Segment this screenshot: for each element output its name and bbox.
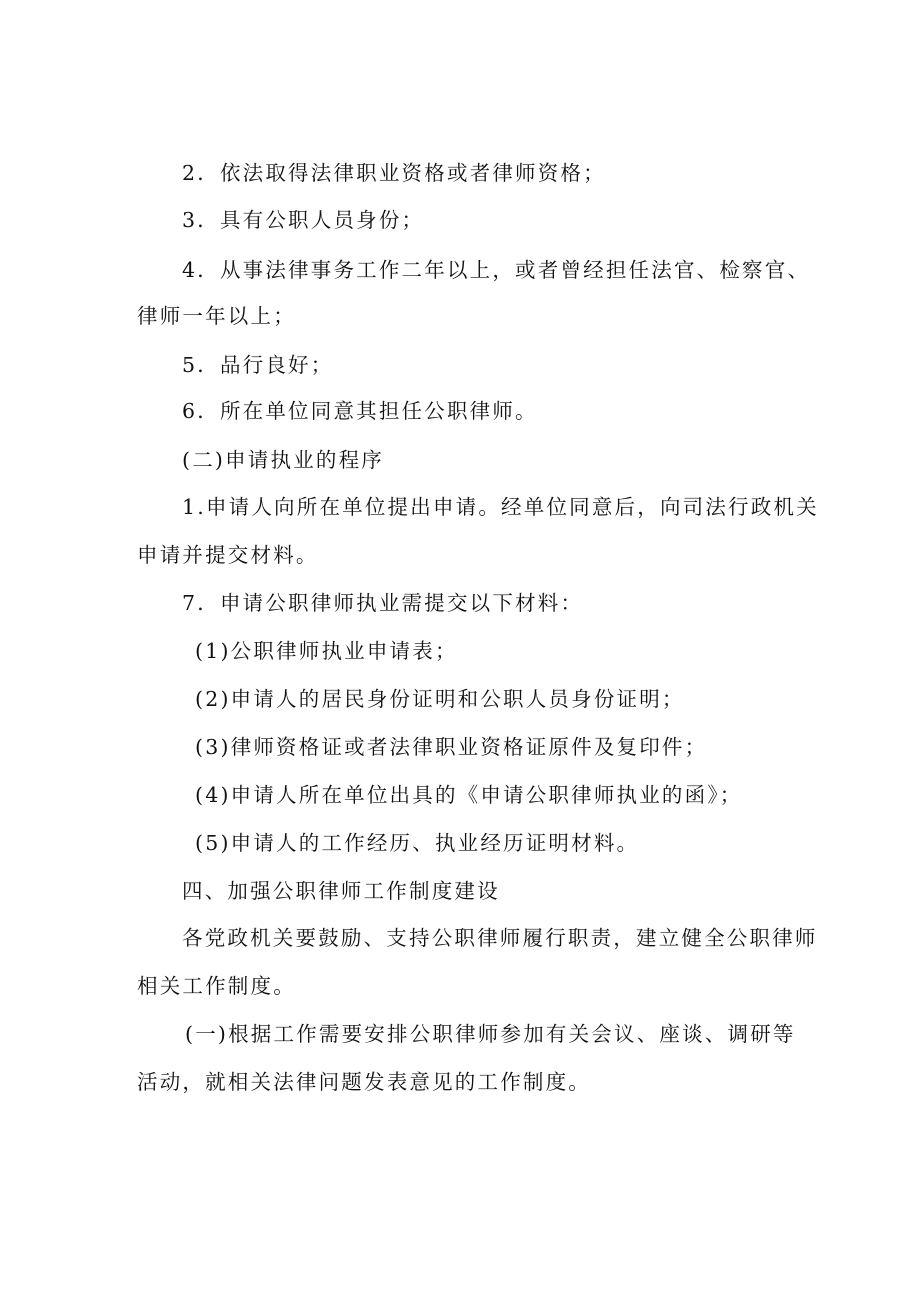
text-line: 各党政机关要鼓励、支持公职律师履行职责，建立健全公职律师	[182, 926, 818, 950]
text-line: 相关工作制度。	[137, 974, 296, 998]
text-line: 申请并提交材料。	[137, 543, 319, 567]
text-line: 1.申请人向所在单位提出申请。经单位同意后，向司法行政机关	[182, 495, 819, 519]
text-line: 7．申请公职律师执业需提交以下材料：	[182, 591, 584, 615]
section-heading: 四、加强公职律师工作制度建设	[182, 879, 500, 903]
list-item: (3)律师资格证或者法律职业资格证原件及复印件；	[195, 735, 708, 759]
list-item: (2)申请人的居民身份证明和公职人员身份证明；	[195, 687, 685, 711]
list-item: (4)申请人所在单位出具的《申请公职律师执业的函》；	[195, 783, 743, 807]
text-line: 律师一年以上；	[137, 304, 296, 328]
list-item: (5)申请人的工作经历、执业经历证明材料。	[195, 831, 640, 855]
text-line: (一)根据工作需要安排公职律师参加有关会议、座谈、调研等	[185, 1022, 796, 1046]
text-line: 2．依法取得法律职业资格或者律师资格；	[182, 161, 606, 185]
text-line: 4．从事法律事务工作二年以上，或者曾经担任法官、检察官、	[182, 258, 811, 282]
text-line: 活动，就相关法律问题发表意见的工作制度。	[137, 1070, 591, 1094]
text-line: 6．所在单位同意其担任公职律师。	[182, 399, 538, 423]
text-line: 5．品行良好；	[182, 353, 334, 377]
section-heading: (二)申请执业的程序	[182, 448, 384, 472]
list-item: (1)公职律师执业申请表；	[195, 639, 458, 663]
text-line: 3．具有公职人员身份；	[182, 208, 425, 232]
